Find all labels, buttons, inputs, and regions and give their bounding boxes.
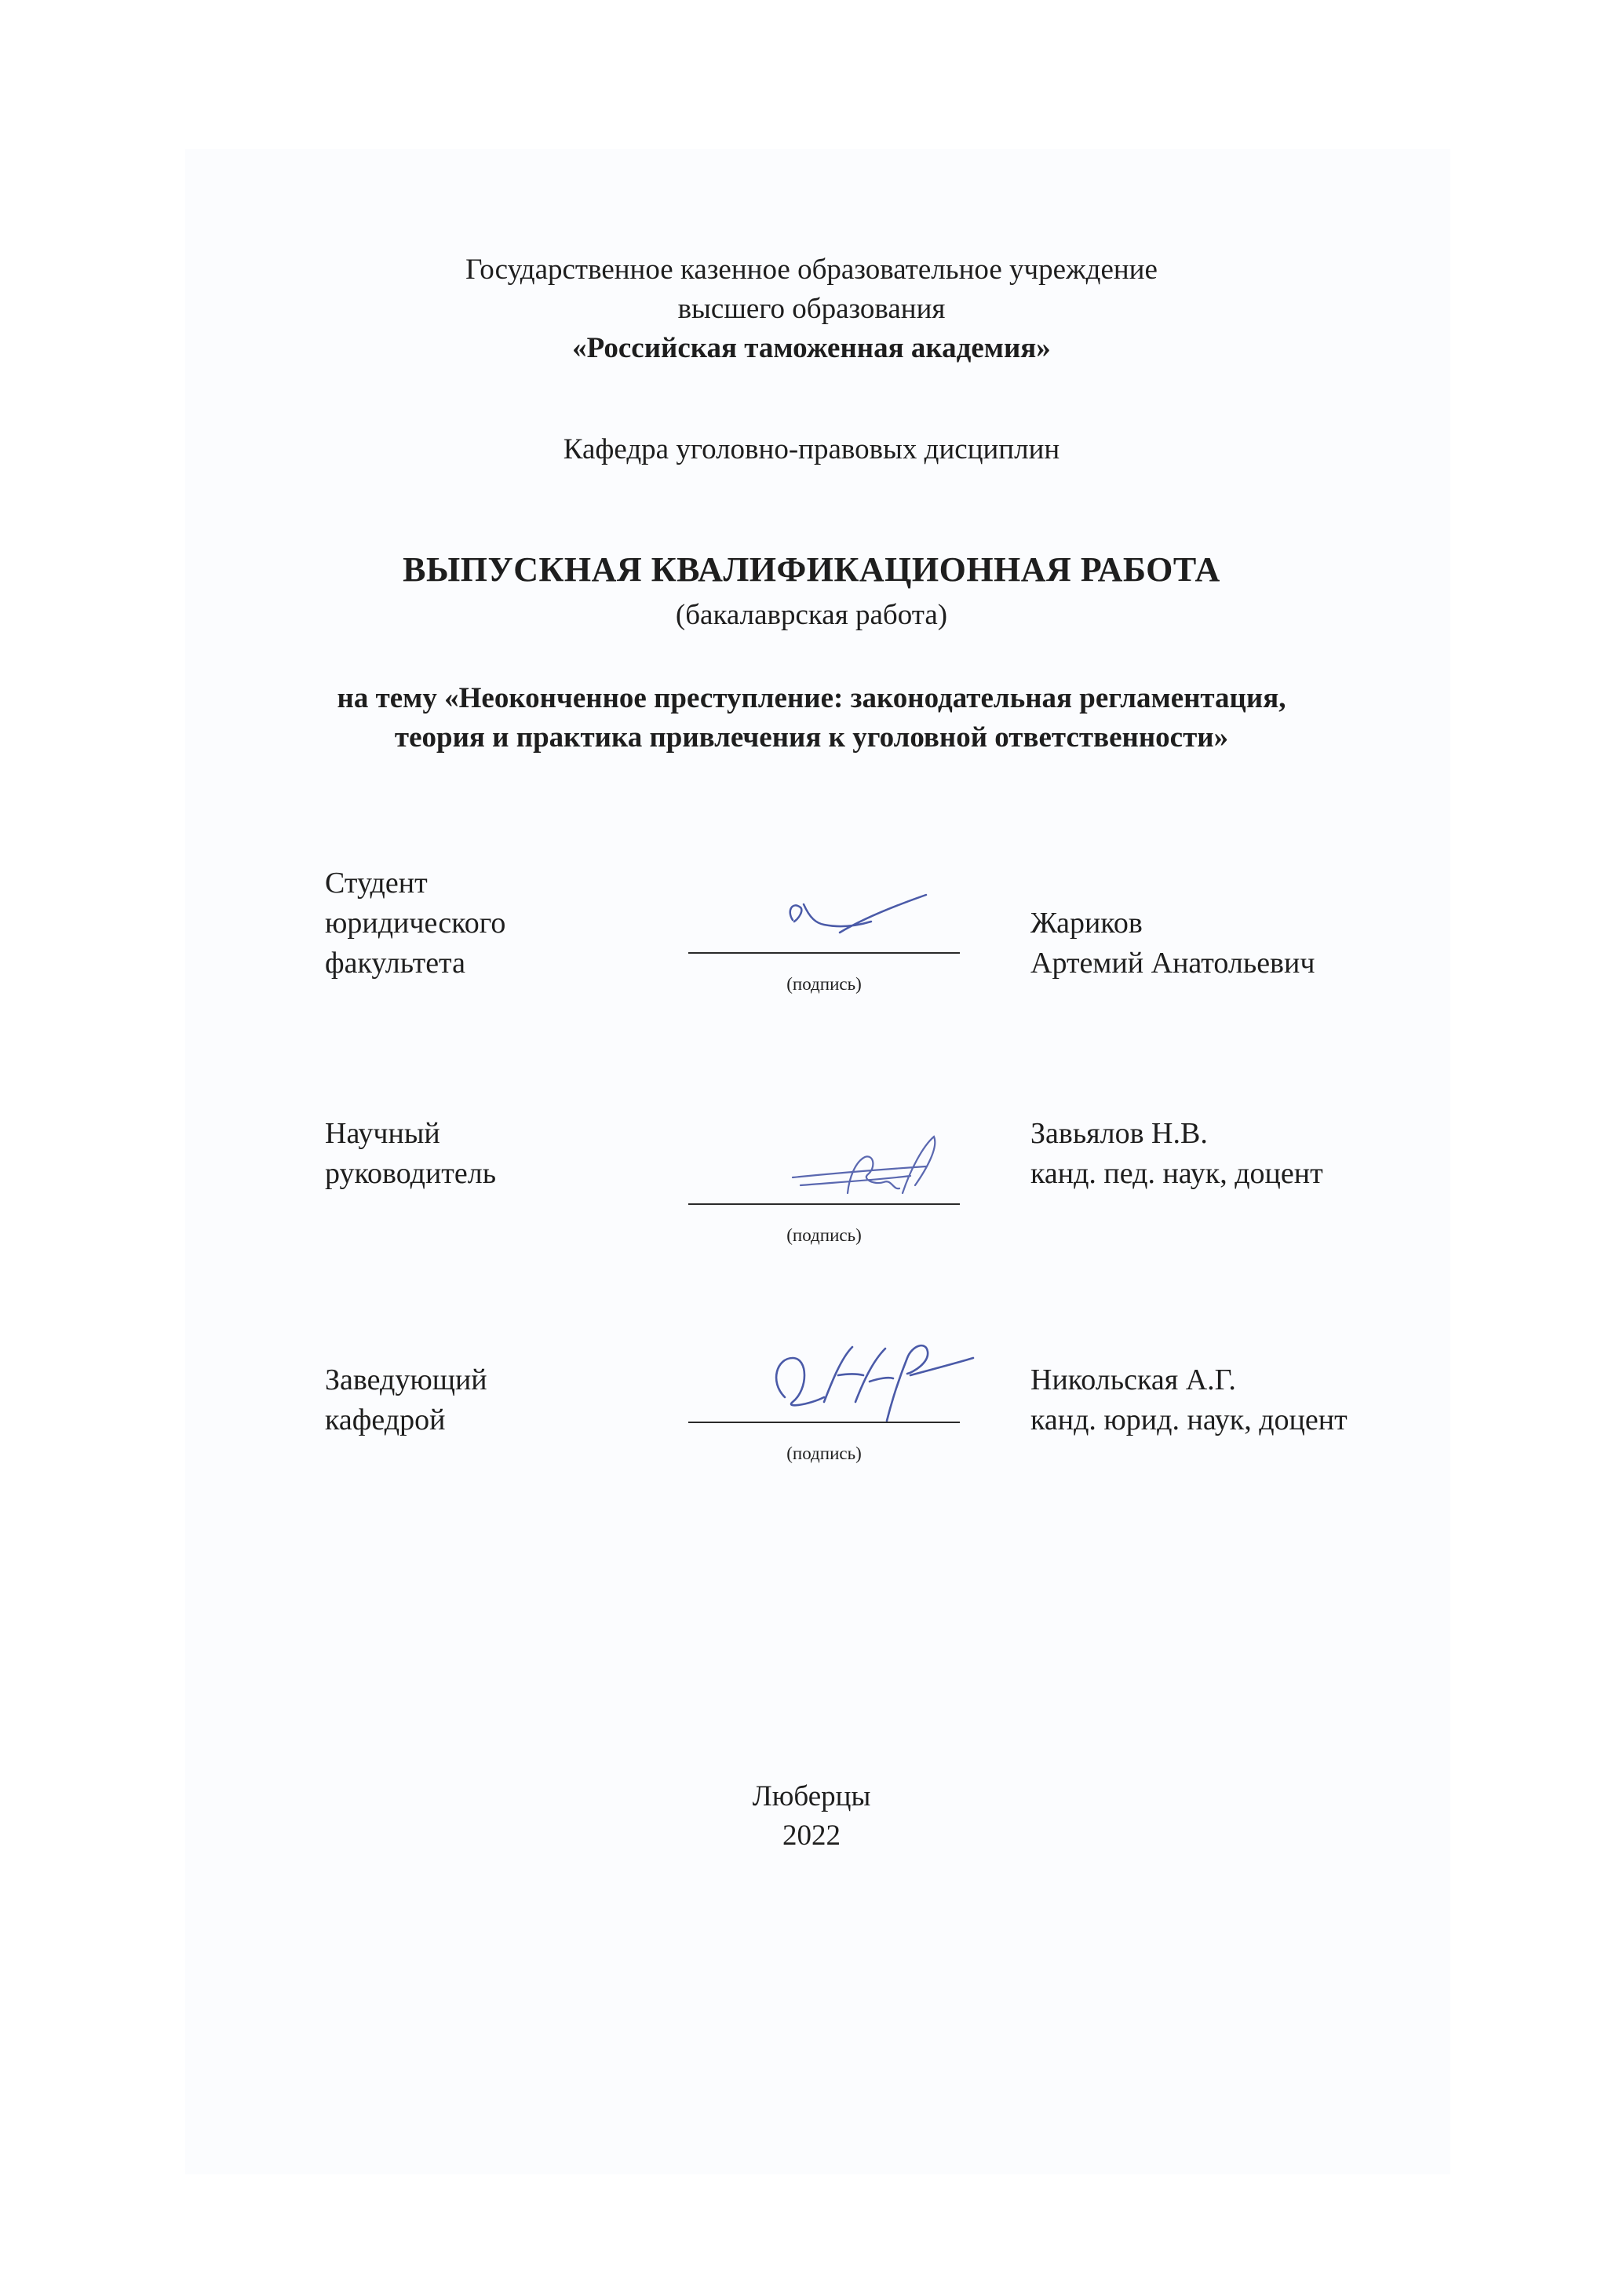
- signature-caption: (подпись): [786, 974, 862, 994]
- topic-line-2: теория и практика привлечения к уголовной ответственности»: [394, 721, 1229, 754]
- institution-line-1: Государственное казенное образовательное учреждение: [465, 254, 1158, 286]
- signature-caption: (подпись): [786, 1225, 862, 1245]
- work-subtitle: (бакалаврская работа): [675, 599, 948, 631]
- name-line: канд. пед. наук, доцент: [1030, 1157, 1323, 1190]
- institution-line-2: высшего образования: [677, 293, 946, 325]
- role-line: руководитель: [325, 1157, 497, 1190]
- year: 2022: [782, 1820, 841, 1852]
- name-line: Завьялов Н.В.: [1030, 1117, 1208, 1150]
- name-line: Жариков: [1030, 907, 1143, 940]
- name-line: Артемий Анатольевич: [1030, 947, 1315, 980]
- topic-line-1: на тему «Неоконченное преступление: законодательная регламентация,: [337, 682, 1286, 714]
- role-line: Студент: [325, 867, 428, 900]
- role-line: юридического: [325, 907, 506, 940]
- student-role: [325, 863, 505, 984]
- supervisor-role: [325, 1114, 496, 1194]
- name-line: канд. юрид. наук, доцент: [1030, 1404, 1348, 1436]
- department-name: Кафедра уголовно-правовых дисциплин: [563, 433, 1060, 465]
- role-line: Заведующий: [325, 1363, 487, 1396]
- supervisor-signature: [777, 1130, 965, 1209]
- role-line: факультета: [325, 947, 465, 980]
- head-role: [325, 1360, 487, 1440]
- head-signature: [753, 1327, 981, 1444]
- signature-line: [688, 1203, 960, 1205]
- signature-line: [688, 1422, 960, 1423]
- student-signature: [769, 887, 942, 950]
- role-line: Научный: [325, 1117, 440, 1150]
- name-line: Никольская А.Г.: [1030, 1363, 1236, 1396]
- student-name: [1030, 903, 1315, 984]
- signature-caption: (подпись): [786, 1444, 862, 1463]
- role-line: кафедрой: [325, 1404, 446, 1436]
- work-title: ВЫПУСКНАЯ КВАЛИФИКАЦИОННАЯ РАБОТА: [403, 550, 1220, 589]
- institution-name: «Российская таможенная академия»: [572, 332, 1051, 364]
- supervisor-name: [1030, 1114, 1323, 1194]
- city: Люберцы: [752, 1780, 871, 1812]
- signature-line: [688, 952, 960, 954]
- head-name: [1030, 1360, 1348, 1440]
